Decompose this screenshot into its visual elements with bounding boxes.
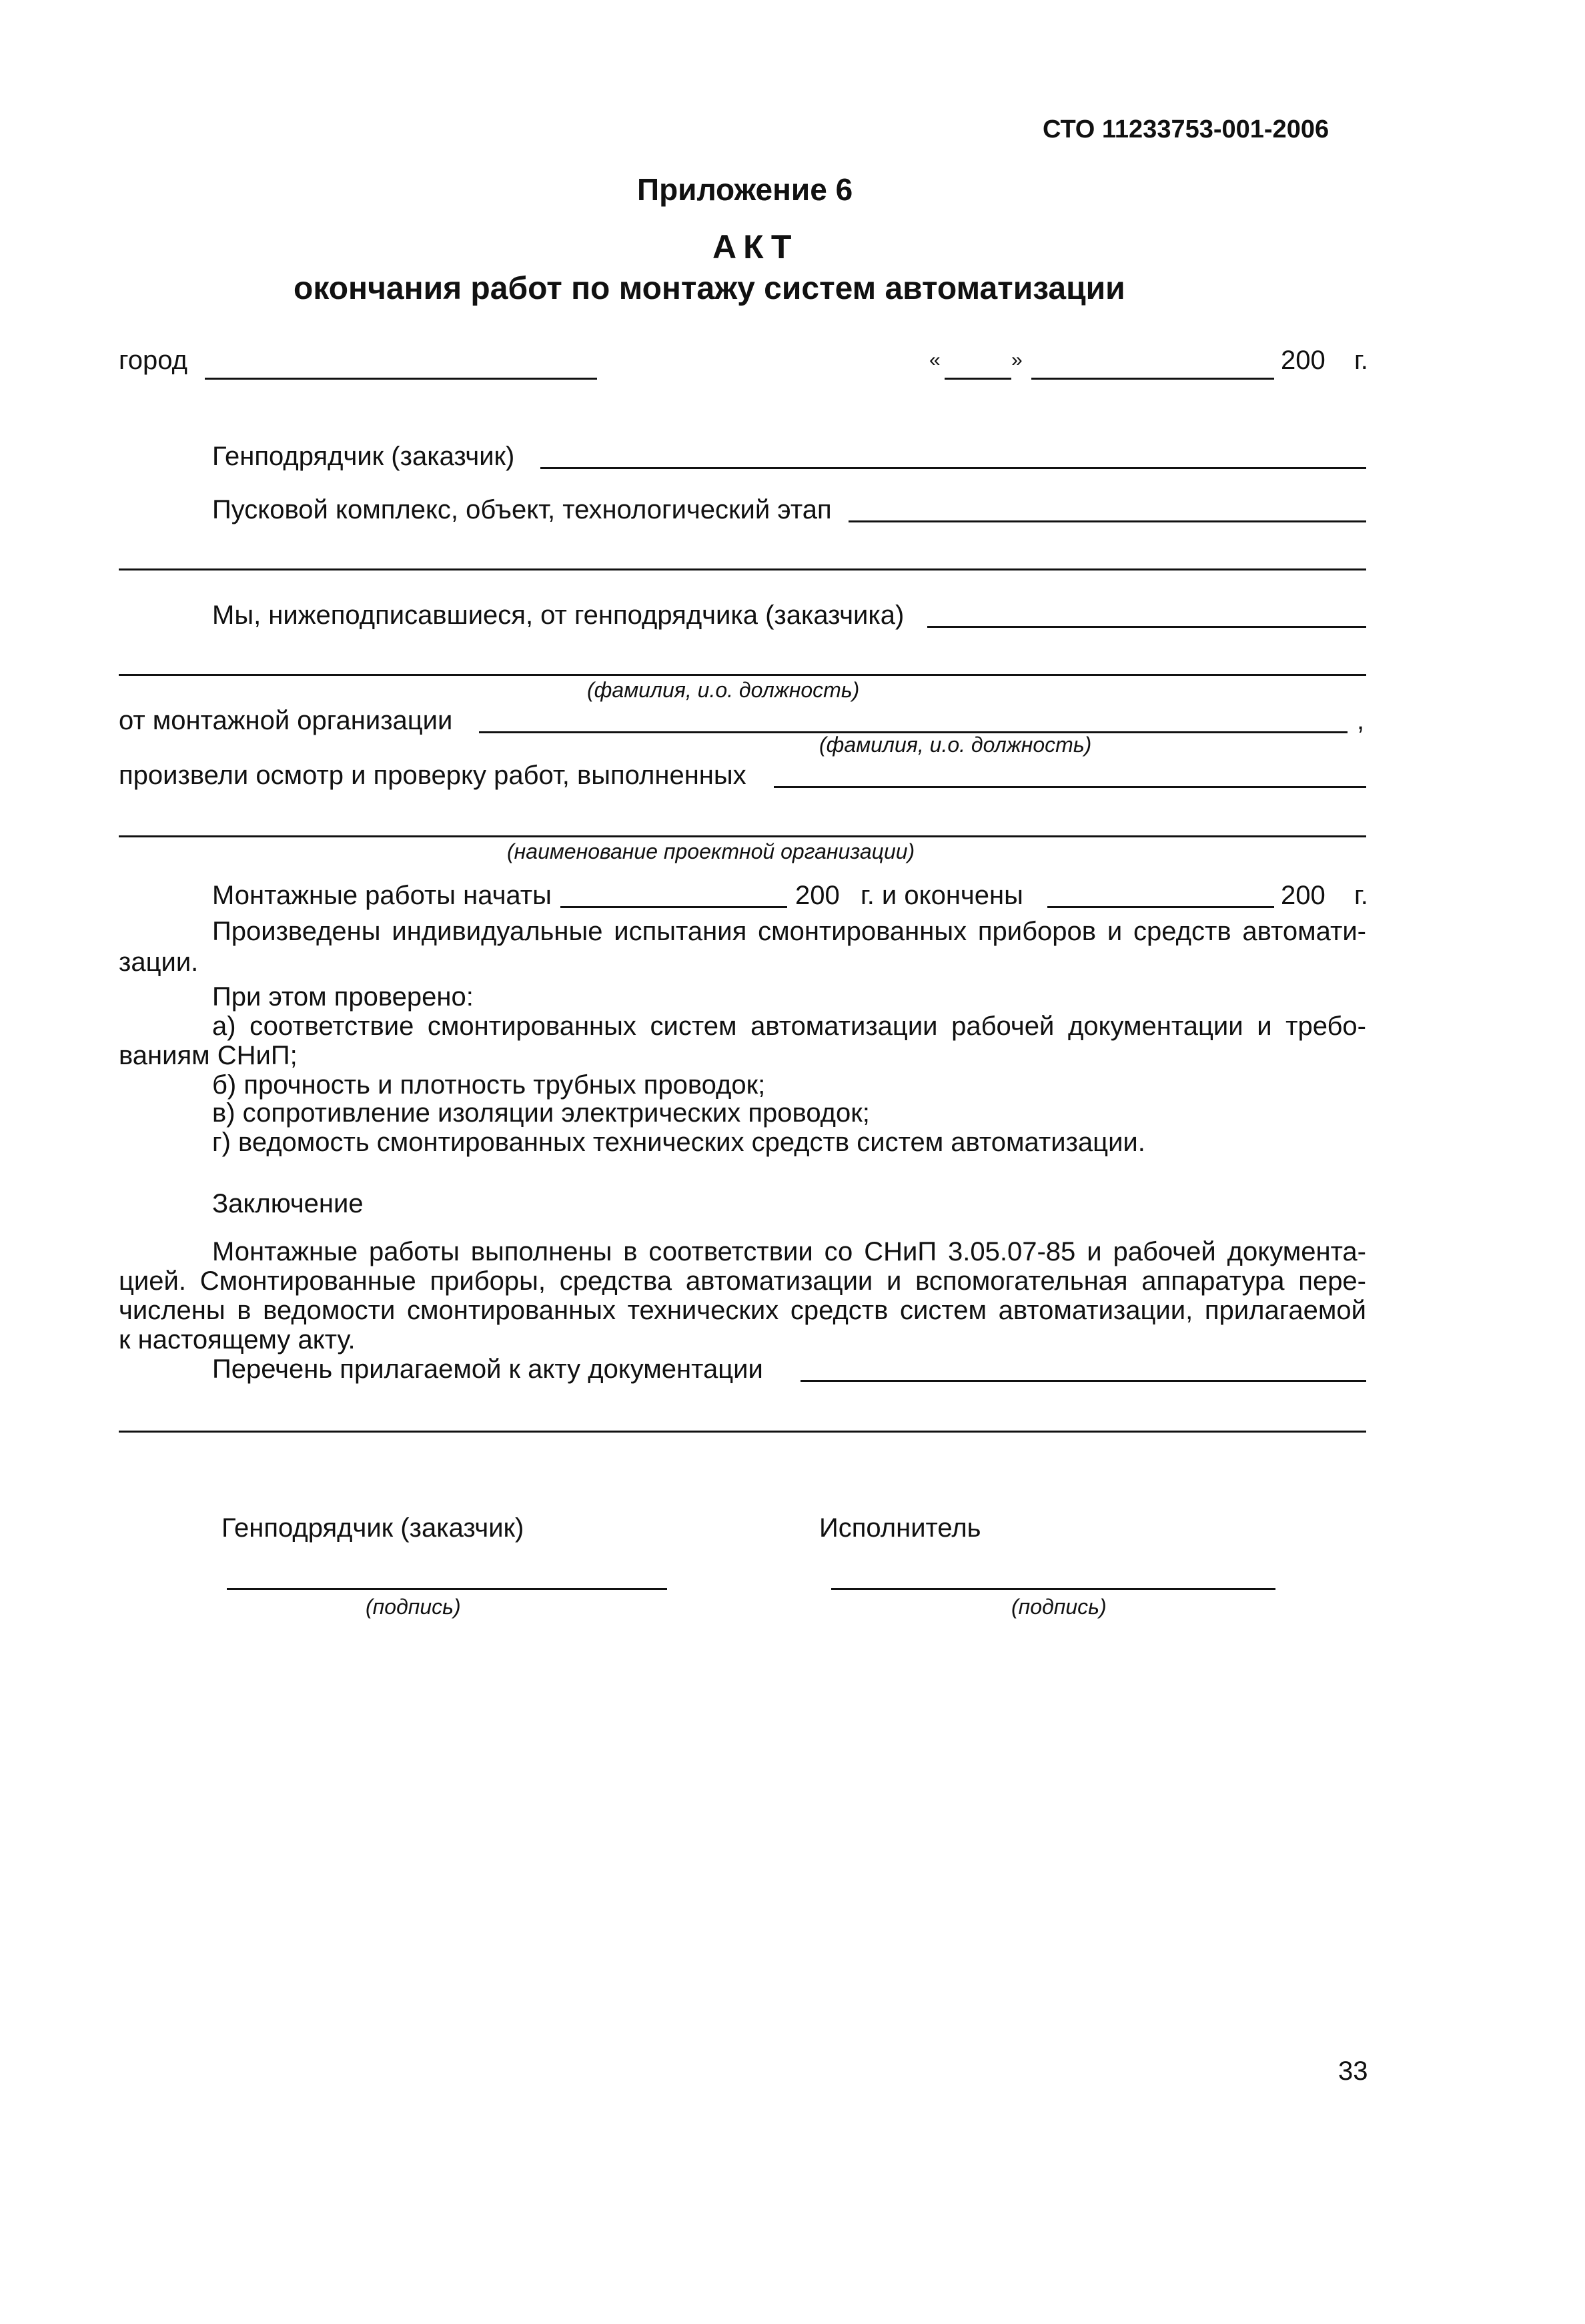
- day-field[interactable]: [945, 378, 1011, 380]
- conclusion-heading: Заключение: [212, 1189, 364, 1218]
- inspected-field[interactable]: [774, 786, 1366, 788]
- start-year: 200: [795, 881, 840, 910]
- conclusion-line-4: к настоящему акту.: [119, 1325, 356, 1354]
- city-label: город: [119, 346, 187, 375]
- contractor-field[interactable]: [540, 467, 1366, 469]
- contractor-rep-field[interactable]: [927, 626, 1366, 628]
- item-v: в) сопротивление изоляции электрических проводок;: [212, 1098, 870, 1128]
- signature-right-title: Исполнитель: [819, 1513, 981, 1543]
- signature-right-field[interactable]: [831, 1588, 1275, 1590]
- conclusion-line-2: цией. Смонтированные приборы, средства автоматизации и вспомогательная аппаратура пере-: [119, 1266, 1366, 1296]
- end-year-suffix: г.: [1354, 881, 1368, 910]
- design-org-field[interactable]: [119, 835, 1366, 837]
- and-finished-label: г. и окончены: [861, 881, 1023, 910]
- inspected-label: произвели осмотр и проверку работ, выполненных: [119, 761, 746, 790]
- city-field[interactable]: [205, 378, 597, 380]
- checked-label: При этом проверено:: [212, 982, 474, 1012]
- conclusion-line-3: числены в ведомости смонтированных технических средств систем автоматизации, прилагаемой: [119, 1296, 1366, 1325]
- docs-list-field-continued[interactable]: [119, 1431, 1366, 1433]
- comma: ,: [1357, 706, 1365, 735]
- we-signed-label: Мы, нижеподписавшиеся, от генподрядчика (заказчика): [212, 601, 905, 630]
- name-position-note: (фамилия, и.о. должность): [587, 678, 860, 702]
- mount-org-label: от монтажной организации: [119, 706, 453, 735]
- signature-right-note: (подпись): [1011, 1595, 1107, 1619]
- design-org-note: (наименование проектной организации): [507, 839, 915, 863]
- act-title: АКТ: [712, 228, 799, 266]
- complex-field-continued[interactable]: [119, 568, 1366, 570]
- end-date-field[interactable]: [1047, 906, 1274, 908]
- complex-field[interactable]: [849, 520, 1366, 522]
- act-subtitle: окончания работ по монтажу систем автоматизации: [294, 271, 1125, 306]
- item-b: б) прочность и плотность трубных проводок;: [212, 1070, 766, 1100]
- month-field[interactable]: [1031, 378, 1274, 380]
- item-a-continued: ваниям СНиП;: [119, 1041, 298, 1070]
- contractor-rep-field-continued[interactable]: [119, 674, 1366, 676]
- signature-left-title: Генподрядчик (заказчик): [221, 1513, 524, 1543]
- year-prefix: 200: [1281, 346, 1326, 375]
- docs-list-label: Перечень прилагаемой к акту документации: [212, 1354, 763, 1384]
- signature-left-note: (подпись): [366, 1595, 461, 1619]
- item-g: г) ведомость смонтированных технических средств систем автоматизации.: [212, 1128, 1145, 1157]
- year-suffix: г.: [1354, 346, 1368, 375]
- quote-open: «: [929, 349, 941, 371]
- end-year: 200: [1281, 881, 1326, 910]
- conclusion-line-1: Монтажные работы выполнены в соответствии со СНиП 3.05.07-85 и рабочей документа-: [212, 1237, 1366, 1266]
- docs-list-field[interactable]: [801, 1380, 1366, 1382]
- works-started-label: Монтажные работы начаты: [212, 881, 552, 910]
- name-position-note-2: (фамилия, и.о. должность): [819, 733, 1092, 757]
- item-a: а) соответствие смонтированных систем автоматизации рабочей документации и требо-: [212, 1012, 1366, 1041]
- document-code: СТО 11233753-001-2006: [1043, 115, 1330, 143]
- page-number: 33: [1338, 2056, 1368, 2086]
- paragraph-tests-continued: зации.: [119, 947, 199, 977]
- quote-close: »: [1011, 349, 1023, 371]
- complex-label: Пусковой комплекс, объект, технологический этап: [212, 495, 832, 524]
- signature-left-field[interactable]: [227, 1588, 667, 1590]
- paragraph-tests: Произведены индивидуальные испытания смонтированных приборов и средств автомати-: [212, 917, 1366, 946]
- start-date-field[interactable]: [560, 906, 787, 908]
- appendix-title: Приложение 6: [637, 172, 853, 207]
- contractor-label: Генподрядчик (заказчик): [212, 442, 515, 471]
